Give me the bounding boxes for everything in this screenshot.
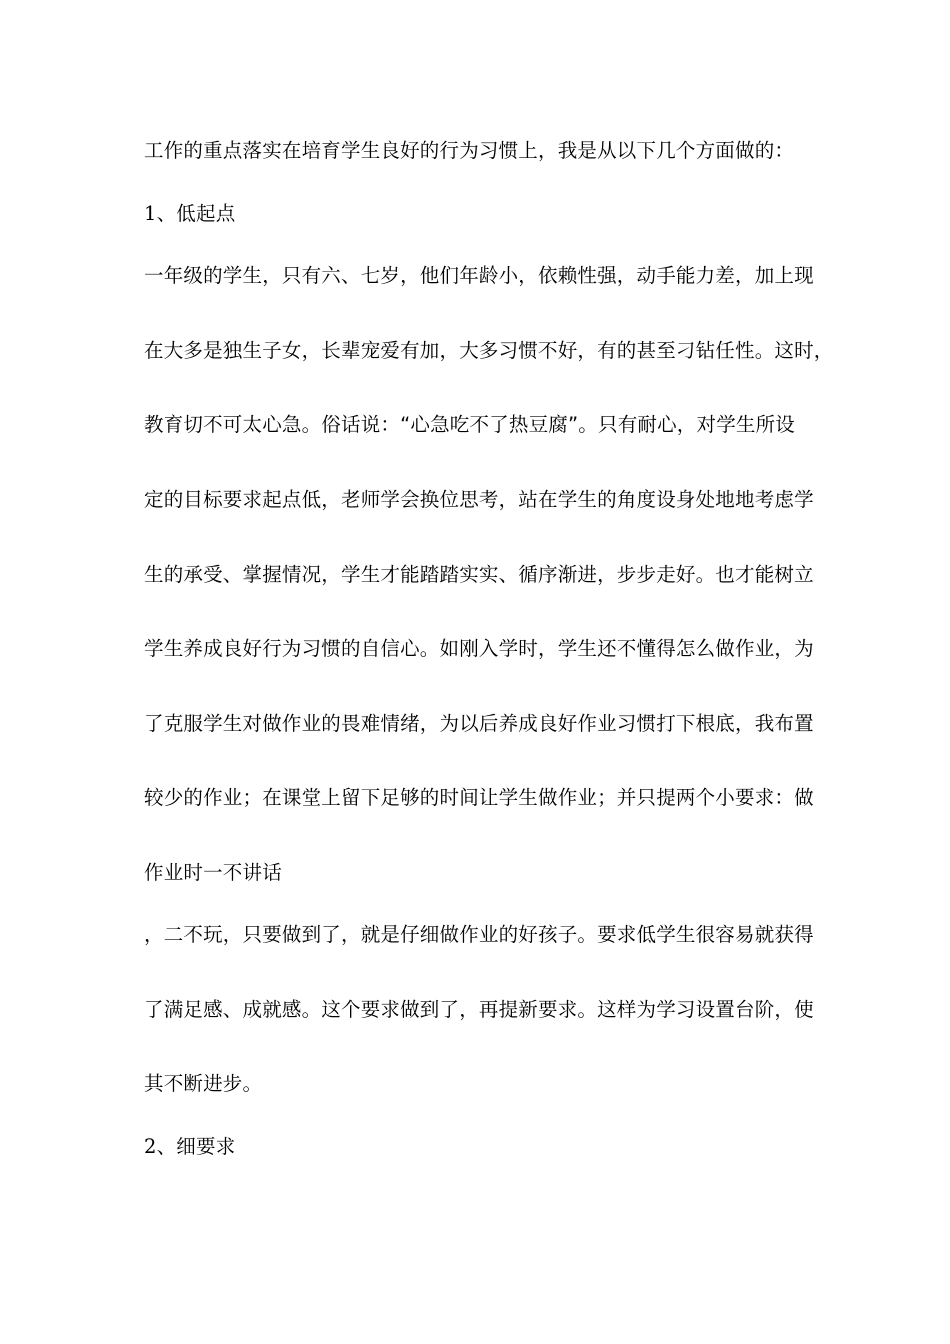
section-1-line: 定的目标要求起点低，老师学会换位思考，站在学生的角度设身处地地考虑学 [144,488,814,511]
section-1-line: 其不断进步。 [144,1072,263,1095]
section-1-line: 一年级的学生，只有六、七岁，他们年龄小，依赖性强，动手能力差，加上现 [144,264,814,287]
section-1-line: 学生养成良好行为习惯的自信心。如刚入学时，学生还不懂得怎么做作业，为 [144,637,814,660]
section-1-line: 教育切不可太心急。俗话说：“心急吃不了热豆腐”。只有耐心，对学生所设 [144,413,796,436]
section-1-line: 了克服学生对做作业的畏难情绪，为以后养成良好作业习惯打下根底，我布置 [144,712,814,735]
section-1-heading: 1、低起点 [144,202,236,225]
intro-paragraph: 工作的重点落实在培育学生良好的行为习惯上，我是从以下几个方面做的： [144,139,795,162]
section-2-heading: 2、细要求 [144,1135,236,1158]
section-1-line: 在大多是独生子女，长辈宠爱有加，大多习惯不好，有的甚至刁钻任性。这时， [144,339,834,362]
section-1-line: 较少的作业；在课堂上留下足够的时间让学生做作业；并只提两个小要求：做 [144,786,814,809]
section-1-line: 生的承受、掌握情况，学生才能踏踏实实、循序渐进，步步走好。也才能树立 [144,563,814,586]
section-1-line: 了满足感、成就感。这个要求做到了，再提新要求。这样为学习设置台阶，使 [144,998,814,1021]
section-1-line: ，二不玩，只要做到了，就是仔细做作业的好孩子。要求低学生很容易就获得 [144,923,814,946]
section-1-line: 作业时一不讲话 [144,861,282,884]
